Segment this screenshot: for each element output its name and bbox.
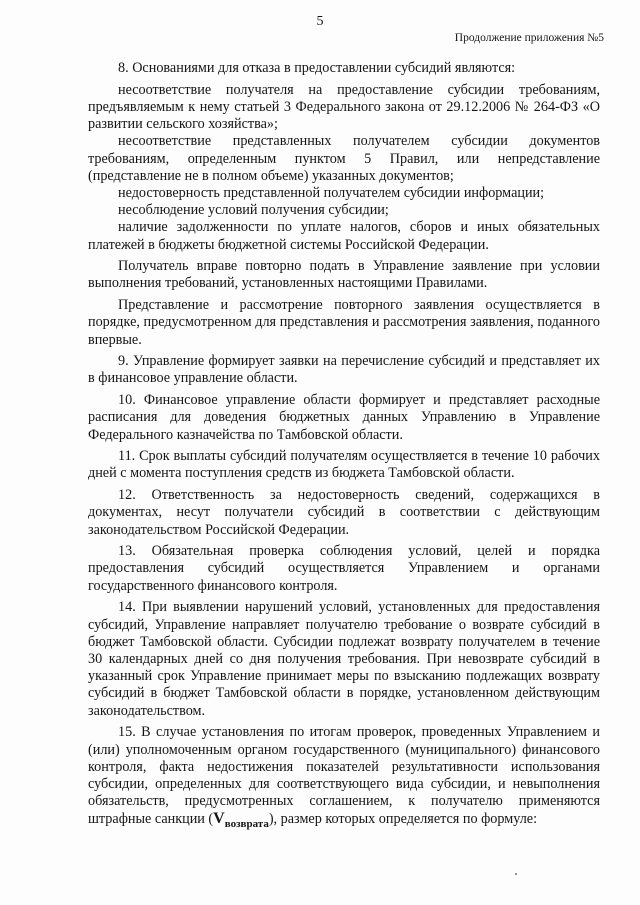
paragraph-13: 13. Обязательная проверка соблюдения условий, целей и порядка предоставления субсидий осуществляется Управлением и органами государственного финансового контроля.: [88, 543, 600, 594]
v-symbol: V: [213, 810, 225, 828]
v-subscript: возврата: [224, 818, 269, 831]
paragraph-11: 11. Срок выплаты субсидий получателям осуществляется в течение 10 рабочих дней с момента поступления средств из бюджета Тамбовской области.: [88, 448, 600, 482]
list-item-conditions: несоблюдение условий получения субсидии;: [118, 202, 389, 219]
paragraph-14: 14. При выявлении нарушений условий, установленных для предоставления субсидий, Управление направляет получателю требование о возврате субсидий в бюджет Тамбовской области. Субсидии подлежат возврату получателем в течение 30 календарных дней со дня получения требования. При невозврате субсидий в указанный срок Управление принимает меры по взысканию подлежащих возврату субсидий в бюджет Тамбовской области в порядке, установленном действующим законодательством.: [88, 599, 600, 719]
scan-speck: [515, 873, 517, 875]
list-item-unreliable-info: недостоверность представленной получателем субсидии информации;: [118, 184, 545, 201]
paragraph-9: 9. Управление формирует заявки на перечисление субсидий и представляет их в финансовое управление области.: [88, 353, 600, 387]
document-body: [88, 60, 600, 834]
paragraph-15: [88, 724, 600, 833]
paragraph-resubmit: Получатель вправе повторно подать в Управление заявление при условии выполнения требований, установленных настоящими Правилами.: [88, 258, 600, 292]
v-return-symbol: [213, 810, 269, 831]
page-number: 5: [316, 14, 324, 29]
paragraph-15-text: 15. В случае установления по итогам проверок, проведенных Управлением и (или) уполномоченным органом государственного (муниципального) финансового контроля, факта недостижения показателей результативности использования субсидии, определенных для соответствующего вида субсидии, и невыполнения обязательств, предусмотренных соглашением, к получателю применяются штрафные санкции (: [88, 724, 600, 828]
list-item-debts: наличие задолженности по уплате налогов, сборов и иных обязательных платежей в бюджеты бюджетной системы Российской Федерации.: [88, 219, 600, 253]
paragraph-10: 10. Финансовое управление области формирует и представляет расходные расписания для доведения бюджетных данных Управлению в Управление Федерального казначейства по Тамбовской области.: [88, 392, 600, 443]
paragraph-resubmit-review: Представление и рассмотрение повторного заявления осуществляется в порядке, предусмотренном для представления и рассмотрения заявления, поданного впервые.: [88, 297, 600, 348]
paragraph-12: 12. Ответственность за недостоверность сведений, содержащихся в документах, несут получатели субсидий в соответствии с действующим законодательством Российской Федерации.: [88, 487, 600, 538]
list-item-noncompliance: несоответствие получателя на предоставление субсидии требованиям, предъявляемым к нему статьей 3 Федерального закона от 29.12.2006 № 264-ФЗ «О развитии сельского хозяйства»;: [88, 81, 600, 133]
running-header: Продолжение приложения №5: [454, 32, 604, 44]
paragraph-8-intro: 8. Основаниями для отказа в предоставлении субсидий являются:: [118, 60, 516, 76]
list-item-documents: несоответствие представленных получателем субсидии документов требованиям, определенным пунктом 5 Правил, или непредставление (представление не в полном объеме) указанных документов;: [88, 133, 600, 184]
paragraph-15-tail: ), размер которых определяется по формуле:: [268, 811, 538, 828]
